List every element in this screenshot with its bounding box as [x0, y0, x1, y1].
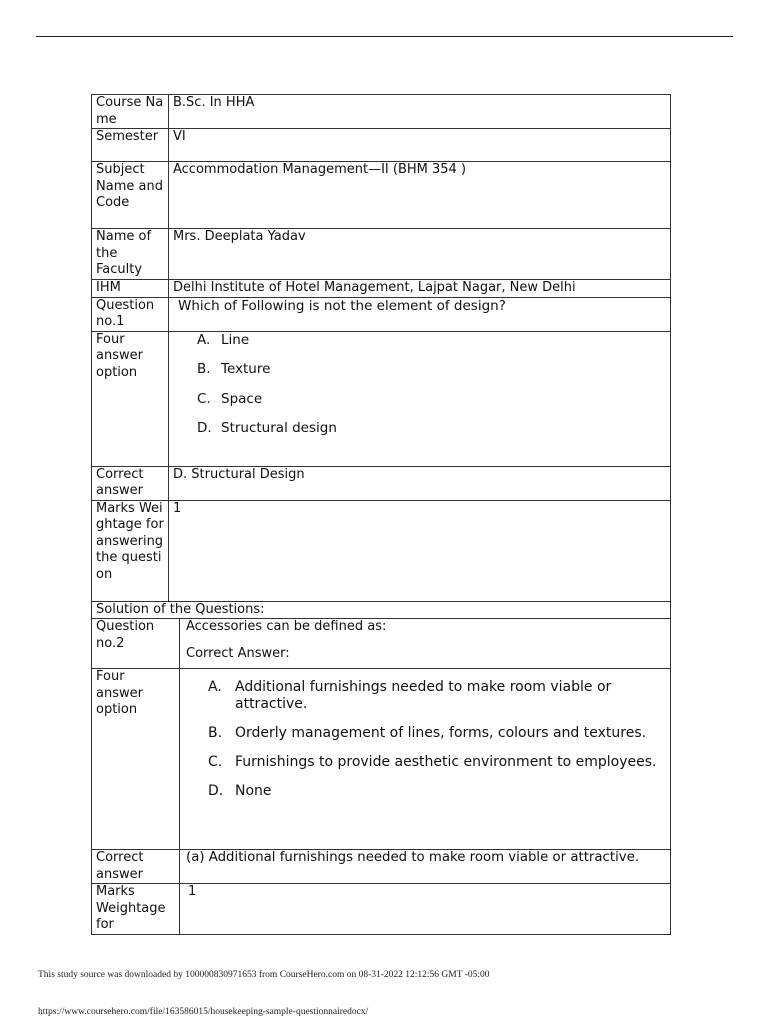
source-url[interactable]: https://www.coursehero.com/file/163586015/housekeeping-sample-questionnairedocx/ [38, 1007, 369, 1017]
top-rule [36, 36, 733, 37]
q1-options-label: Four answer option [92, 331, 169, 466]
q1-question-row [92, 297, 671, 331]
faculty-row [92, 229, 671, 280]
q1-correct-value: D. Structural Design [169, 466, 671, 500]
question-table [91, 94, 671, 935]
q2-options-row [92, 669, 671, 850]
q2-options-list [184, 669, 666, 800]
solution-row [92, 601, 671, 619]
course-row [92, 95, 671, 129]
q2-option-b: B. Orderly management of lines, forms, colours and textures. [208, 725, 647, 741]
q2-marks-label: Marks Weightage for [92, 884, 180, 935]
q1-option-b: B. Texture [197, 361, 271, 377]
q1-correct-row [92, 466, 671, 500]
q2-options-label: Four answer option [92, 669, 180, 850]
q1-options-row [92, 331, 671, 466]
q2-options-cell [180, 669, 671, 850]
q2-option-c: C. Furnishings to provide aesthetic environment to employees. [208, 754, 657, 770]
q1-correct-label: Correct answer [92, 466, 169, 500]
q1-options-cell [169, 331, 671, 466]
faculty-value: Mrs. Deeplata Yadav [169, 229, 671, 280]
q1-question-label: Question no.1 [92, 297, 169, 331]
ihm-label: IHM [92, 280, 169, 298]
course-value: B.Sc. In HHA [169, 95, 671, 129]
q2-marks-row [92, 884, 671, 935]
download-note: This study source was downloaded by 100000830971653 from CourseHero.com on 08-31-2022 12:12:56 GMT -05:00 [38, 970, 490, 980]
faculty-label: Name of the Faculty [92, 229, 169, 280]
q2-marks-value: 1 [180, 884, 671, 935]
q2-question-text: Accessories can be defined as: [186, 619, 387, 634]
q2-correct-label: Correct answer [92, 850, 180, 884]
q1-option-d: D. Structural design [197, 420, 337, 436]
q2-correct-value: (a) Additional furnishings needed to make room viable or attractive. [180, 850, 671, 884]
q2-correct-answer-prompt: Correct Answer: [186, 645, 290, 661]
ihm-value: Delhi Institute of Hotel Management, Lajpat Nagar, New Delhi [169, 280, 671, 298]
solution-label: Solution of the Questions: [92, 601, 671, 619]
q1-marks-label: Marks Weightage for answering the question [92, 500, 169, 601]
semester-value: VI [169, 129, 671, 162]
semester-label: Semester [92, 129, 169, 162]
q1-marks-value: 1 [169, 500, 671, 601]
q2-option-d: D. None [208, 783, 272, 799]
q1-option-c: C. Space [197, 390, 263, 407]
q2-question-label: Question no.2 [92, 619, 180, 669]
q2-correct-row [92, 850, 671, 884]
q1-option-a: A. Line [197, 331, 250, 348]
q1-marks-row [92, 500, 671, 601]
ihm-row [92, 280, 671, 298]
subject-value: Accommodation Management—II (BHM 354 ) [169, 162, 671, 229]
course-label: Course Name [92, 95, 169, 129]
q2-option-a: A. Additional furnishings needed to make room viable or attractive. [208, 679, 612, 712]
q2-question-row [92, 619, 671, 669]
subject-label: Subject Name and Code [92, 162, 169, 229]
q1-question-text: Which of Following is not the element of design? [169, 297, 671, 331]
q2-question-cell [180, 619, 671, 669]
semester-row [92, 129, 671, 162]
q1-options-list [173, 332, 666, 437]
subject-row [92, 162, 671, 229]
